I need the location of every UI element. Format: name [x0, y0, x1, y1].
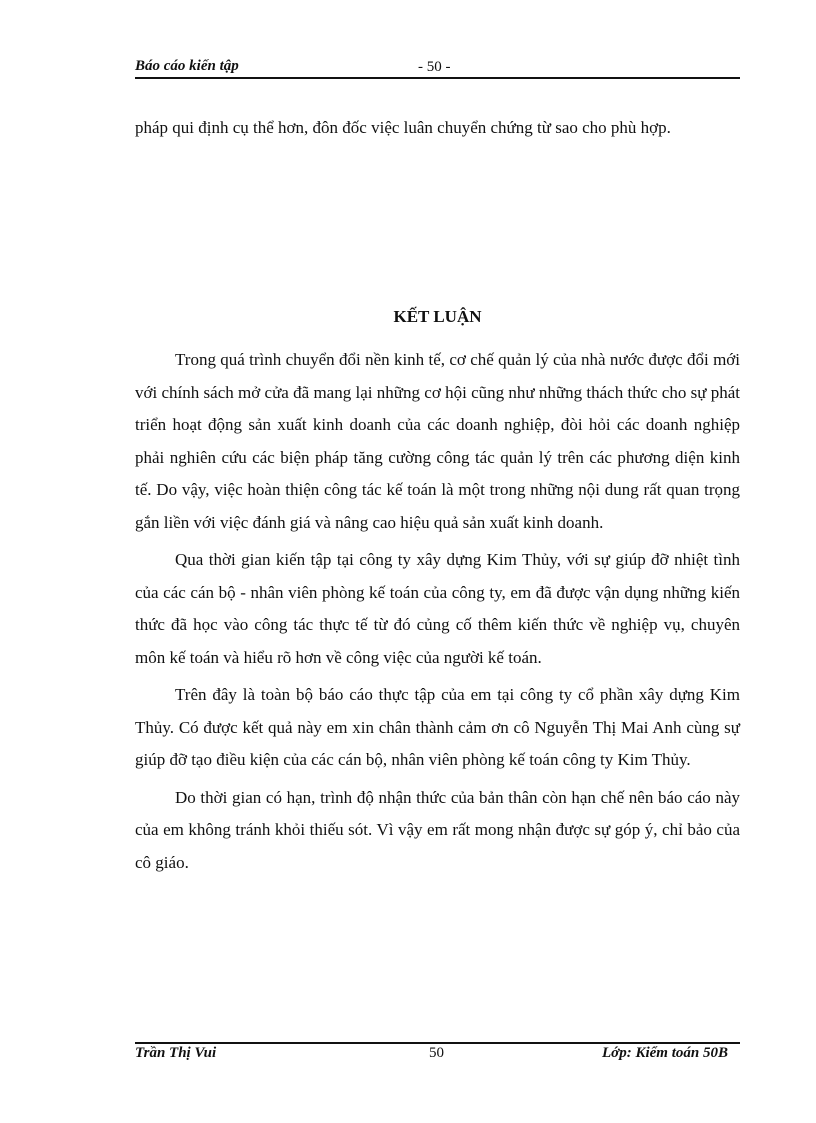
- page-header: [135, 56, 740, 78]
- header-page-label: - 50 -: [418, 59, 451, 75]
- paragraph-2: Qua thời gian kiến tập tại công ty xây dựng Kim Thủy, với sự giúp đỡ nhiệt tình của các cán bộ - nhân viên phòng kế toán của công ty, em đã được vận dụng những kiến thức đã học vào công tác thực tế từ đó củng cố thêm kiến thức về nghiệp vụ, chuyên môn kế toán và hiểu rõ hơn về công việc của người kế toán.: [135, 550, 740, 667]
- section-title: KẾT LUẬN: [393, 307, 482, 326]
- paragraph-1: Trong quá trình chuyển đổi nền kinh tế, cơ chế quản lý của nhà nước được đổi mới với chính sách mở cửa đã mang lại những cơ hội cũng như những thách thức cho sự phát triển hoạt động sản xuất kinh doanh của các doanh nghiệp, đòi hỏi các doanh nghiệp phải nghiên cứu các biện pháp tăng cường công tác quản lý trên các phương diện kinh tế. Do vậy, việc hoàn thiện công tác kế toán là một trong những nội dung rất quan trọng gắn liền với việc đánh giá và nâng cao hiệu quả sản xuất kinh doanh.: [135, 350, 740, 532]
- paragraph-4: Do thời gian có hạn, trình độ nhận thức của bản thân còn hạn chế nên báo cáo này của em không tránh khỏi thiếu sót. Vì vậy em rất mong nhận được sự góp ý, chỉ bảo của cô giáo.: [135, 787, 740, 872]
- footer-page-number: 50: [429, 1045, 444, 1061]
- intro-paragraph: pháp qui định cụ thể hơn, đôn đốc việc luân chuyển chứng từ sao cho phù hợp.: [135, 118, 671, 137]
- header-report-title: Báo cáo kiến tập: [135, 58, 239, 74]
- header-divider: [135, 77, 740, 79]
- footer-class: Lớp: Kiểm toán 50B: [602, 1045, 728, 1061]
- conclusion-body: [135, 344, 740, 884]
- page-footer: [135, 1045, 740, 1067]
- footer-author: Trần Thị Vui: [135, 1045, 217, 1061]
- footer-divider: [135, 1042, 740, 1044]
- paragraph-3: Trên đây là toàn bộ báo cáo thực tập của em tại công ty cổ phần xây dựng Kim Thủy. Có được kết quả này em xin chân thành cảm ơn cô Nguyễn Thị Mai Anh cùng sự giúp đỡ tạo điều kiện của các cán bộ, nhân viên phòng kế toán công ty Kim Thủy.: [135, 685, 740, 769]
